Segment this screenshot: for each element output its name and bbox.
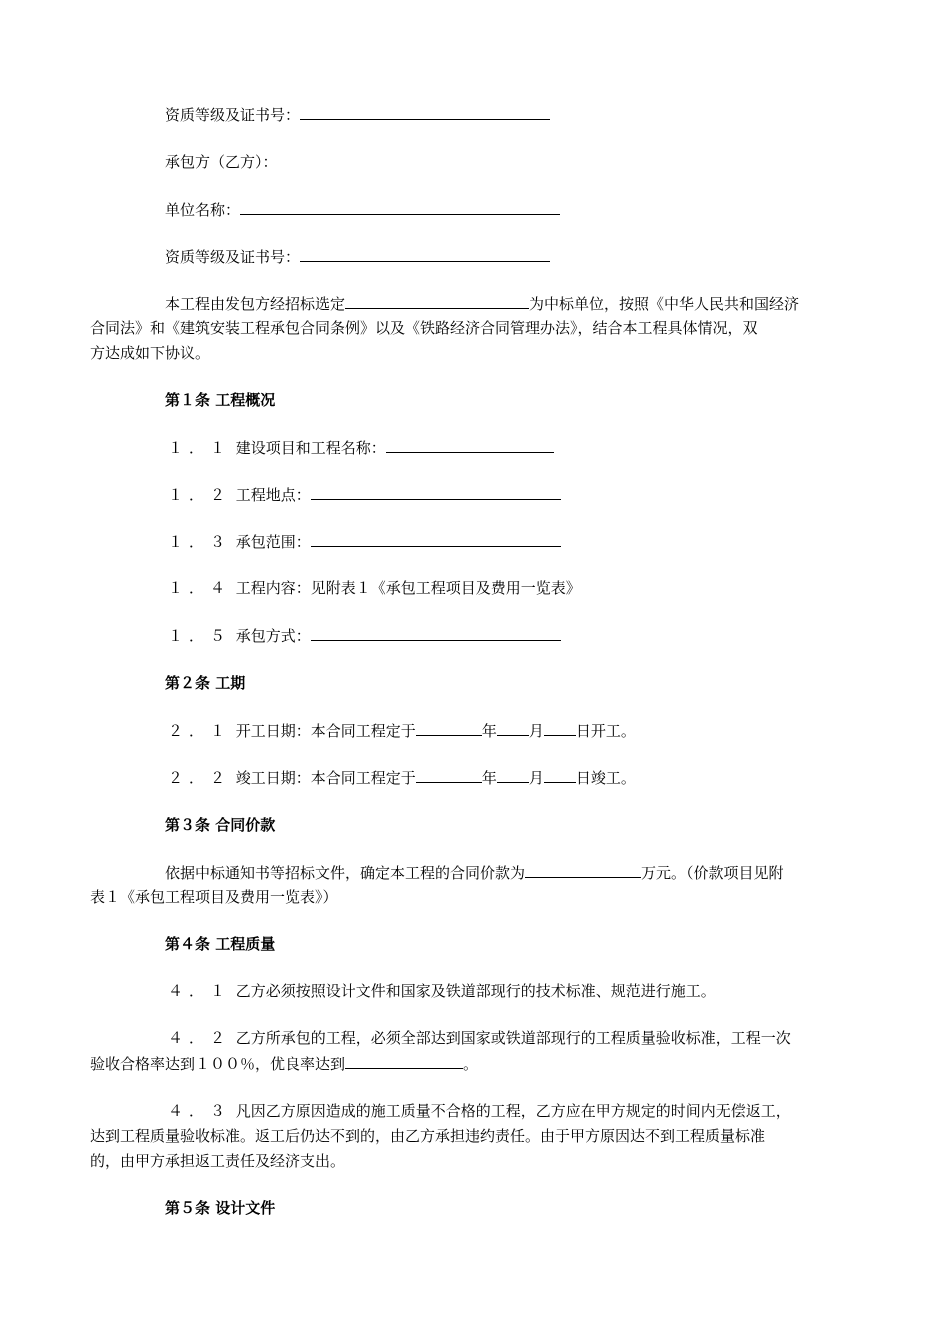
day-label: 日竣工。 xyxy=(575,769,636,787)
clause-text: 乙方必须按照设计文件和国家及铁道部现行的技术标准、规范进行施工。 xyxy=(235,982,716,1000)
intro-text: 方达成如下协议。 xyxy=(90,344,211,362)
end-day-blank[interactable] xyxy=(544,767,576,783)
clause-text: 万元。（价款项目见附 xyxy=(641,864,784,882)
contract-scope-blank[interactable] xyxy=(311,531,561,547)
month-label: 月 xyxy=(528,722,544,740)
clause-number: ４．２ xyxy=(168,1029,232,1047)
year-label: 年 xyxy=(481,769,497,787)
clause-text: 建设项目和工程名称： xyxy=(235,439,386,457)
end-year-blank[interactable] xyxy=(416,767,482,783)
excellence-rate-blank[interactable] xyxy=(345,1053,463,1069)
winning-unit-blank[interactable] xyxy=(345,293,529,309)
clause-text: 依据中标通知书等招标文件，确定本工程的合同价款为 xyxy=(165,864,526,882)
clause-number: １．２ xyxy=(168,486,232,504)
qualification-label: 资质等级及证书号： xyxy=(165,106,301,124)
end-month-blank[interactable] xyxy=(497,767,529,783)
clause-1-5 xyxy=(0,625,950,646)
clause-text: 工程内容：见附表１《承包工程项目及费用一览表》 xyxy=(235,579,581,597)
clause-number: １．４ xyxy=(168,579,232,597)
clause-text: 承包范围： xyxy=(235,533,311,551)
intro-text: 本工程由发包方经招标选定 xyxy=(165,295,346,313)
contractor-heading xyxy=(0,152,950,172)
article-3-heading: 第３条 合同价款 xyxy=(165,816,276,834)
clause-text: 的，由甲方承担返工责任及经济支出。 xyxy=(90,1152,346,1170)
qualification-line-1 xyxy=(0,104,950,125)
clause-1-4 xyxy=(0,578,950,598)
contract-method-blank[interactable] xyxy=(311,625,561,641)
article-1-heading: 第１条 工程概况 xyxy=(165,391,276,409)
clause-4-1 xyxy=(0,981,950,1001)
article-3-paragraph-line-1 xyxy=(0,862,950,883)
clause-text: 竣工日期：本合同工程定于 xyxy=(235,769,416,787)
clause-1-2 xyxy=(0,484,950,505)
clause-text: 凡因乙方原因造成的施工质量不合格的工程，乙方应在甲方规定的时间内无偿返工， xyxy=(235,1102,791,1120)
clause-number: ４．３ xyxy=(168,1102,232,1120)
article-5-heading: 第５条 设计文件 xyxy=(165,1199,276,1217)
clause-4-2-line-2 xyxy=(0,1053,950,1074)
clause-number: ２．２ xyxy=(168,769,232,787)
intro-paragraph-line-3 xyxy=(0,343,950,363)
start-month-blank[interactable] xyxy=(497,720,529,736)
qualification-label: 资质等级及证书号： xyxy=(165,248,301,266)
clause-text: 乙方所承包的工程，必须全部达到国家或铁道部现行的工程质量验收标准，工程一次 xyxy=(235,1029,791,1047)
intro-paragraph-line-1 xyxy=(0,293,950,314)
article-4-heading: 第４条 工程质量 xyxy=(165,935,276,953)
clause-text: 验收合格率达到１００％，优良率达到 xyxy=(90,1055,346,1073)
clause-text: 开工日期：本合同工程定于 xyxy=(235,722,416,740)
clause-4-3-line-3 xyxy=(0,1151,950,1171)
project-location-blank[interactable] xyxy=(311,484,561,500)
clause-2-1 xyxy=(0,720,950,741)
qualification-blank[interactable] xyxy=(300,246,550,262)
intro-paragraph-line-2 xyxy=(0,318,950,338)
start-day-blank[interactable] xyxy=(544,720,576,736)
clause-text: 表１《承包工程项目及费用一览表》） xyxy=(90,888,338,906)
clause-number: ４．１ xyxy=(168,982,232,1000)
clause-text: 达到工程质量验收标准。返工后仍达不到的，由乙方承担违约责任。由于甲方原因达不到工程质量标准 xyxy=(90,1127,766,1145)
clause-text: 工程地点： xyxy=(235,486,311,504)
clause-number: １．３ xyxy=(168,533,232,551)
day-label: 日开工。 xyxy=(575,722,636,740)
qualification-blank[interactable] xyxy=(300,104,550,120)
intro-text: 为中标单位，按照《中华人民共和国经济 xyxy=(529,295,800,313)
clause-number: ２．１ xyxy=(168,722,232,740)
qualification-line-2 xyxy=(0,246,950,267)
start-year-blank[interactable] xyxy=(416,720,482,736)
intro-text: 合同法》和《建筑安装工程承包合同条例》以及《铁路经济合同管理办法》，结合本工程具体情况，双 xyxy=(90,319,758,337)
clause-1-3 xyxy=(0,531,950,552)
year-label: 年 xyxy=(481,722,497,740)
unit-name-blank[interactable] xyxy=(240,199,560,215)
article-3-paragraph-line-2 xyxy=(0,887,950,907)
article-2-heading: 第２条 工期 xyxy=(165,674,246,692)
clause-number: １．５ xyxy=(168,627,232,645)
unit-name-label: 单位名称： xyxy=(165,201,241,219)
contract-price-blank[interactable] xyxy=(525,862,641,878)
clause-number: １．１ xyxy=(168,439,232,457)
clause-4-2-line-1 xyxy=(0,1028,950,1048)
clause-text: 。 xyxy=(463,1055,479,1073)
clause-text: 承包方式： xyxy=(235,627,311,645)
clause-4-3-line-1 xyxy=(0,1101,950,1121)
clause-2-2 xyxy=(0,767,950,788)
clause-4-3-line-2 xyxy=(0,1126,950,1146)
contractor-label: 承包方（乙方）： xyxy=(165,153,278,171)
unit-name-line xyxy=(0,199,950,220)
month-label: 月 xyxy=(528,769,544,787)
project-name-blank[interactable] xyxy=(386,437,554,453)
clause-1-1 xyxy=(0,437,950,458)
